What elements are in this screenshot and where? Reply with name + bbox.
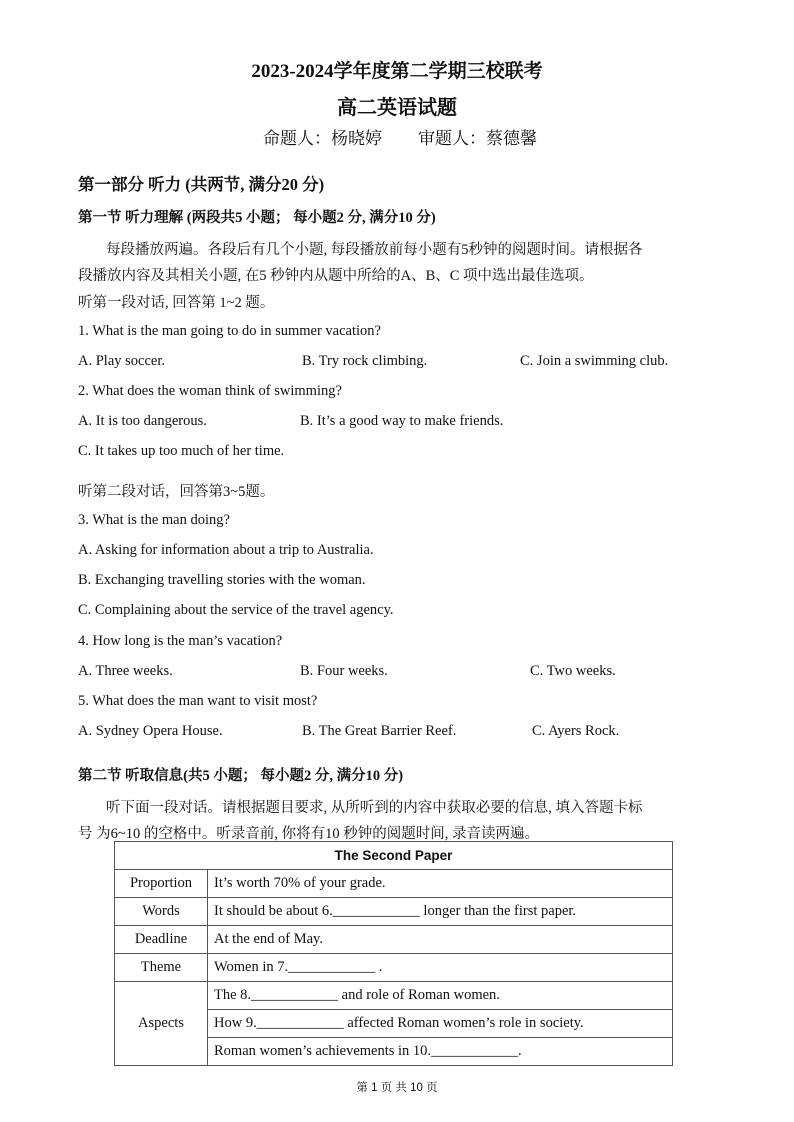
option-a: A. Sydney Opera House.: [78, 723, 223, 739]
table-header-row: [115, 842, 673, 870]
section2-intro-line2: 号 为6~10 的空格中。听录音前, 你将有10 秒钟的阅题时间, 录音读两遍。: [78, 826, 539, 842]
dialog1-intro: 听第一段对话, 回答第 1~2 题。: [78, 295, 275, 311]
row-content: It should be about 6.____________ longer than the first paper.: [208, 898, 673, 926]
option-a: A. Asking for information about a trip to Australia.: [78, 542, 374, 558]
page-footer: 第 1 页 共 10 页: [356, 1082, 438, 1094]
row-label: Deadline: [115, 926, 208, 954]
option-c: C. It takes up too much of her time.: [78, 443, 285, 459]
option-b: B. Exchanging travelling stories with the woman.: [78, 572, 366, 588]
question-stem: 5. What does the man want to visit most?: [78, 693, 318, 709]
question-stem: 3. What is the man doing?: [78, 512, 230, 528]
option-c: C. Ayers Rock.: [532, 723, 620, 739]
table-row: [115, 870, 673, 898]
option-b: B. Try rock climbing.: [302, 353, 428, 369]
row-content: At the end of May.: [208, 926, 673, 954]
aspect-item: The 8.____________ and role of Roman women.: [208, 982, 673, 1010]
part1-heading: 第一部分 听力 (共两节, 满分20 分): [78, 175, 325, 194]
option-b: B. Four weeks.: [300, 663, 388, 679]
question-stem: 4. How long is the man’s vacation?: [78, 633, 283, 649]
table-row: [115, 982, 673, 1010]
table-row: [115, 954, 673, 982]
option-c: C. Join a swimming club.: [520, 353, 669, 369]
exam-title: 2023-2024学年度第二学期三校联考: [251, 61, 543, 82]
option-a: A. It is too dangerous.: [78, 413, 207, 429]
table-row: [115, 926, 673, 954]
reviewer-label: 审题人：蔡德馨: [418, 129, 537, 148]
section1-intro-line2: 段播放内容及其相关小题, 在5 秒钟内从题中所给的A、B、C 项中选出最佳选项。: [78, 268, 594, 284]
section2-intro-line1: 听下面一段对话。请根据题目要求, 从所听到的内容中获取必要的信息, 填入答题卡标: [106, 800, 643, 816]
option-a: A. Play soccer.: [78, 353, 165, 369]
dialog2-intro: 听第二段对话，回答第3~5题。: [78, 484, 275, 500]
row-label: Proportion: [115, 870, 208, 898]
question-stem: 2. What does the woman think of swimming?: [78, 383, 342, 399]
row-content: It’s worth 70% of your grade.: [208, 870, 673, 898]
option-a: A. Three weeks.: [78, 663, 173, 679]
author-line: [263, 124, 537, 149]
aspects-label: Aspects: [115, 982, 208, 1066]
row-content: Women in 7.____________ .: [208, 954, 673, 982]
row-label: Words: [115, 898, 208, 926]
question-stem: 1. What is the man going to do in summer vacation?: [78, 323, 381, 339]
author-label: 命题人：杨晓婷: [263, 129, 382, 148]
section1-intro-line1: 每段播放两遍。各段后有几个小题, 每段播放前每小题有5秒钟的阅题时间。请根据各: [106, 242, 643, 258]
option-c: C. Complaining about the service of the travel agency.: [78, 602, 394, 618]
table-row: [115, 898, 673, 926]
aspect-item: How 9.____________ affected Roman women’s role in society.: [208, 1010, 673, 1038]
aspect-item: Roman women’s achievements in 10.____________.: [208, 1038, 673, 1066]
option-c: C. Two weeks.: [530, 663, 616, 679]
section2-heading: 第二节 听取信息(共5 小题； 每小题2 分, 满分10 分): [78, 768, 404, 784]
section1-heading: 第一节 听力理解 (两段共5 小题； 每小题2 分, 满分10 分): [78, 210, 436, 226]
row-label: Theme: [115, 954, 208, 982]
table-title: The Second Paper: [115, 842, 673, 870]
second-paper-table: [114, 841, 673, 1066]
exam-subtitle: 高二英语试题: [337, 97, 457, 119]
option-b: B. It’s a good way to make friends.: [300, 413, 504, 429]
option-b: B. The Great Barrier Reef.: [302, 723, 457, 739]
